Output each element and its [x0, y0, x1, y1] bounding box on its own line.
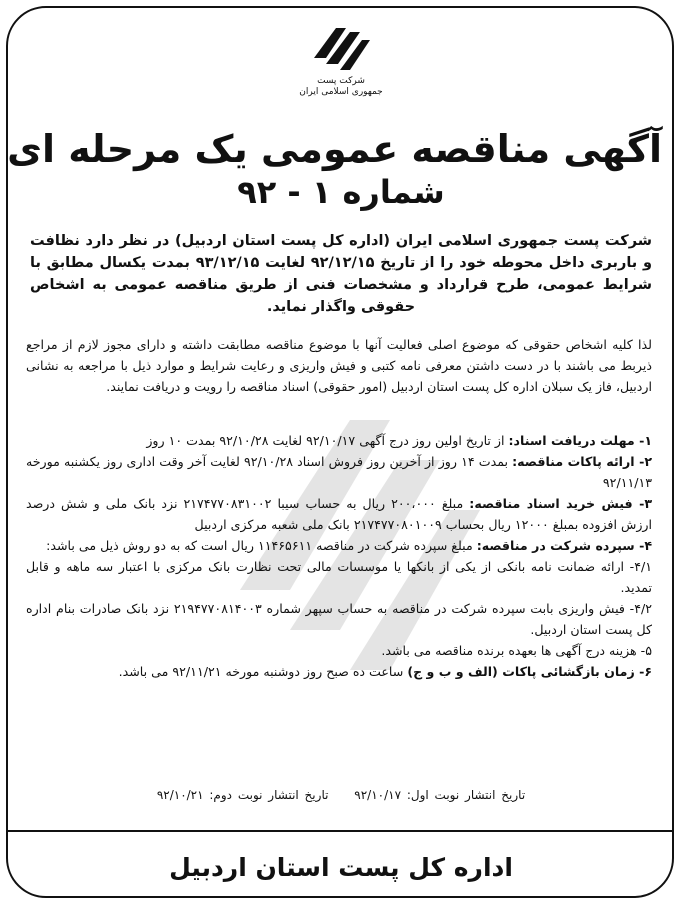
list-item [26, 640, 652, 661]
item-text: ۵- هزینه درج آگهی ها بعهده برنده مناقصه می باشد. [381, 643, 652, 658]
list-item [26, 451, 652, 493]
footer-divider [8, 830, 674, 832]
item-text: ۴/۲- فیش واریزی بابت سپرده شرکت در مناقصه به حساب سپهر شماره ۲۱۹۴۷۷۰۸۱۴۰۰۳ نزد بانک صادرات بنام اداره کل پست استان اردبیل. [26, 601, 652, 637]
logo [291, 18, 391, 110]
second-publication-date: تاریخ انتشار نوبت دوم: ۹۲/۱۰/۲۱ [156, 788, 329, 802]
item-text: مبلغ سپرده شرکت در مناقصه ۱۱۴۶۵۶۱۱ ریال است که به دو روش ذیل می باشد: [46, 538, 477, 553]
publication-dates [110, 786, 572, 804]
item-label: ۲- ارائه پاکات مناقصه: [512, 454, 652, 469]
item-label: ۱- مهلت دریافت اسناد: [508, 433, 652, 448]
item-text: مبلغ ۲۰۰،۰۰۰ ریال به حساب سیبا ۲۱۷۴۷۷۰۸۳۱۰۰۲ نزد بانک ملی و شش درصد ارزش افزوده بمبلغ ۱۲۰۰۰ ریال بحساب ۲۱۷۴۷۷۰۸۰۱۰۰۹ بانک ملی شعبه مرکزی اردبیل [26, 496, 652, 532]
item-text: از تاریخ اولین روز درج آگهی ۹۲/۱۰/۱۷ لغایت ۹۲/۱۰/۲۸ بمدت ۱۰ روز [146, 433, 509, 448]
post-company-logo-icon [306, 18, 376, 76]
list-item [26, 598, 652, 640]
item-text: ۴/۱- ارائه ضمانت نامه بانکی از یکی از بانکها یا موسسات مالی تحت نظارت بانک مرکزی با اعتبار سه ماهه و قابل تمدید. [26, 559, 652, 595]
logo-line-1: شرکت پست [317, 76, 365, 86]
footer-organization: اداره کل پست استان اردبیل [169, 853, 513, 882]
item-label: ۴- سپرده شرکت در مناقصه: [476, 538, 652, 553]
conditions-list [26, 430, 652, 682]
first-publication-date: تاریخ انتشار نوبت اول: ۹۲/۱۰/۱۷ [354, 788, 526, 802]
item-label: ۳- فیش خرید اسناد مناقصه: [469, 496, 652, 511]
item-text: بمدت ۱۴ روز از آخرین روز فروش اسناد ۹۲/۱۰/۲۸ لغایت آخر وقت اداری روز یکشنبه مورخه ۹۲/۱۱/۱۳ [26, 454, 652, 490]
item-label: ۶- زمان بازگشائی پاکات (الف و ب و ج) [407, 664, 652, 679]
item-text: ساعت ده صبح روز دوشنبه مورخه ۹۲/۱۱/۲۱ می باشد. [118, 664, 408, 679]
list-item [26, 493, 652, 535]
list-item [26, 661, 652, 682]
intro-paragraph: شرکت پست جمهوری اسلامی ایران (اداره کل پست استان اردبیل) در نظر دارد نظافت و باربری داخل محوطه خود را از تاریخ ۹۲/۱۲/۱۵ لغایت ۹۳/۱۲/۱۵ بمدت یکسال مطابق با شرایط عمومی، طرح قرارداد و مشخصات فنی از طریق مناقصه عمومی به اشخاص حقوقی واگذار نماید. [30, 233, 652, 315]
list-item [26, 556, 652, 598]
logo-line-2: جمهوری اسلامی ایران [299, 87, 383, 97]
list-item [26, 535, 652, 556]
description-paragraph: لذا کلیه اشخاص حقوقی که موضوع اصلی فعالیت آنها با موضوع مناقصه مطابقت داشته و دارای مجوز لازم از مراجع ذیربط می باشند با در دست داشتن معرفی نامه کتبی و فیش واریزی و رعایت شرایط و موارد ذیل با مراجعه به نشانی اردبیل، فاز یک سبلان اداره کل پست استان اردبیل (امور حقوقی) اسناد مناقصه را رویت و دریافت نمایند. [26, 337, 652, 394]
page-title: آگهی مناقصه عمومی یک مرحله ای [7, 127, 662, 171]
tender-number: شماره ۱ - ۹۲ [237, 173, 445, 211]
list-item [26, 430, 652, 451]
